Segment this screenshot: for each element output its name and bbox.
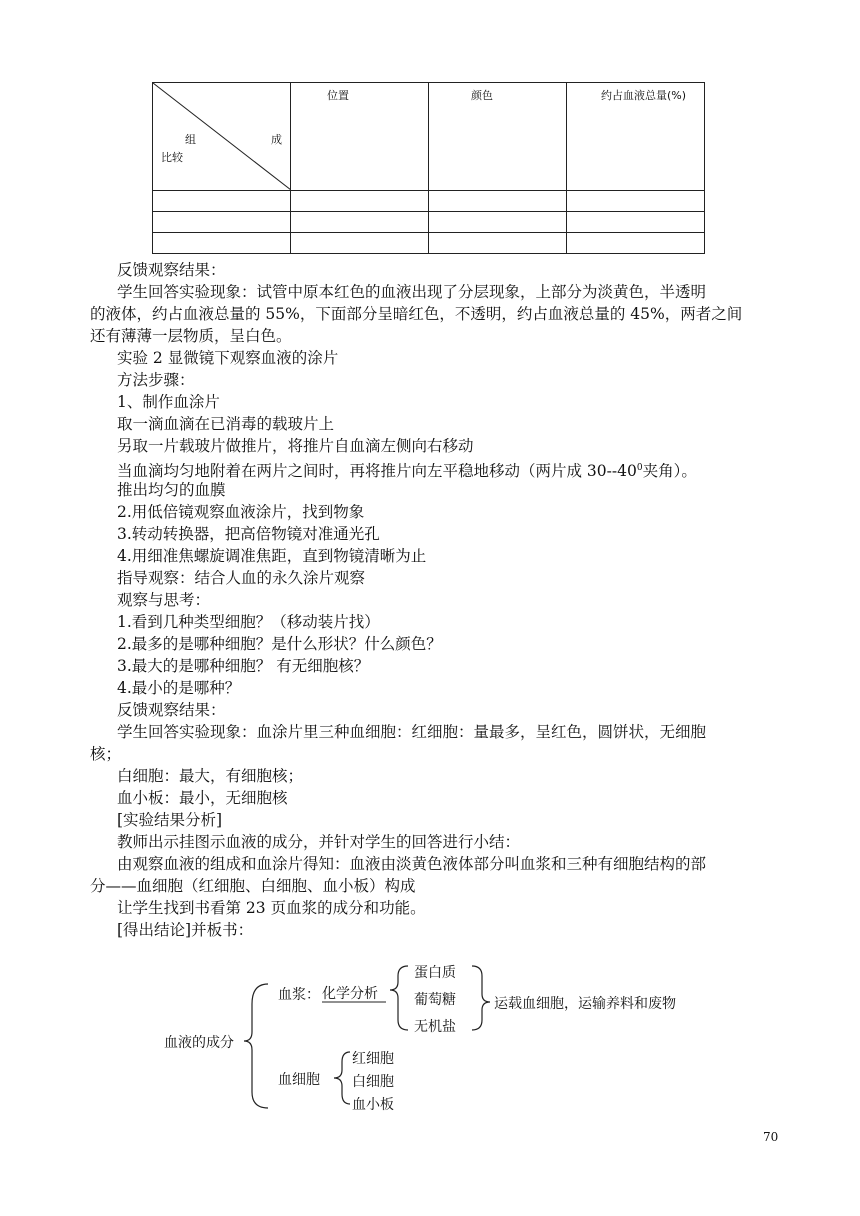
text-line: 还有薄薄一层物质，呈白色。 (90, 327, 292, 345)
text-line: 推出均匀的血膜 (117, 481, 226, 499)
cell-item: 红细胞 (352, 1051, 394, 1067)
header-percentage: 约占血液总量(%) (567, 83, 705, 191)
text-line: 3.转动转换器，把高倍物镜对准通光孔 (117, 525, 380, 543)
table-row (153, 233, 705, 254)
corner-label-zu: 组 (185, 133, 196, 146)
comparison-table (152, 82, 705, 254)
text-line: 另取一片载玻片做推片，将推片自血滴左侧向右移动 (117, 437, 474, 455)
text-line: 分——血细胞（红细胞、白细胞、血小板）构成 (90, 877, 416, 895)
text-line: 2.最多的是哪种细胞？是什么形状？什么颜色？ (117, 635, 442, 653)
text-line: 的液体，约占血液总量的 55%，下面部分呈暗红色，不透明，约占血液总量的 45%，两者之间 (90, 305, 743, 323)
text-line: [实验结果分析] (117, 811, 223, 829)
text-line: 血小板：最小，无细胞核 (117, 789, 288, 807)
diagram-cells: 血细胞 (278, 1072, 320, 1088)
cell-item: 白细胞 (352, 1074, 394, 1090)
blood-composition-diagram (150, 944, 750, 1120)
plasma-function: 运载血细胞，运输养料和废物 (494, 996, 676, 1012)
text-line: 观察与思考： (117, 591, 211, 609)
text-line: 学生回答实验现象：血涂片里三种血细胞：红细胞：量最多，呈红色，圆饼状，无细胞 (117, 723, 707, 741)
text-line: 当血滴均匀地附着在两片之间时，再将推片向左平稳地移动（两片成 $30--40^0$夹角）。 (117, 462, 697, 480)
text-line: 1、制作血涂片 (117, 393, 220, 411)
text-line: 让学生找到书看第 23 页血浆的成分和功能。 (117, 899, 426, 917)
text-line: 1.看到几种类型细胞？（移动装片找） (117, 613, 380, 631)
diagram-analysis: 化学分析 (322, 986, 378, 1002)
text-line: 2.用低倍镜观察血液涂片，找到物象 (117, 503, 365, 521)
text-line: 教师出示挂图示血液的成分，并针对学生的回答进行小结： (117, 833, 521, 851)
text-line: 4.最小的是哪种？ (117, 679, 241, 697)
text-line: 反馈观察结果： (117, 261, 226, 279)
table-row (153, 191, 705, 212)
text-line: 反馈观察结果： (117, 701, 226, 719)
page-number: 70 (763, 1130, 779, 1144)
text-line: 由观察血液的组成和血涂片得知：血液由淡黄色液体部分叫血浆和三种有细胞结构的部 (117, 855, 707, 873)
text-line: 指导观察：结合人血的永久涂片观察 (117, 569, 366, 587)
diagram-root: 血液的成分 (164, 1035, 234, 1051)
text-line: 3.最大的是哪种细胞？ 有无细胞核？ (117, 657, 370, 675)
plasma-item: 无机盐 (414, 1019, 456, 1035)
text-line: 4.用细准焦螺旋调准焦距，直到物镜清晰为止 (117, 547, 427, 565)
plasma-item: 蛋白质 (414, 965, 456, 981)
text-line: 方法步骤： (117, 371, 195, 389)
text-line: [得出结论]并板书： (117, 921, 254, 939)
corner-label-bijiao: 比较 (161, 151, 183, 164)
plasma-item: 葡萄糖 (414, 992, 456, 1008)
corner-label-cheng: 成 (271, 133, 282, 146)
table-corner-cell (153, 83, 291, 191)
cell-item: 血小板 (352, 1097, 394, 1113)
text-line: 取一滴血滴在已消毒的载玻片上 (117, 415, 335, 433)
diagram-plasma: 血浆： (278, 987, 320, 1003)
header-color: 颜色 (429, 83, 567, 191)
header-position: 位置 (291, 83, 429, 191)
text-line: 白细胞：最大，有细胞核； (117, 767, 304, 785)
text-line: 学生回答实验现象：试管中原本红色的血液出现了分层现象，上部分为淡黄色，半透明 (117, 283, 707, 301)
table-row (153, 212, 705, 233)
text-line: 实验 2 显微镜下观察血液的涂片 (117, 349, 339, 367)
text-line: 核； (90, 745, 122, 763)
table-header-row (153, 83, 705, 191)
